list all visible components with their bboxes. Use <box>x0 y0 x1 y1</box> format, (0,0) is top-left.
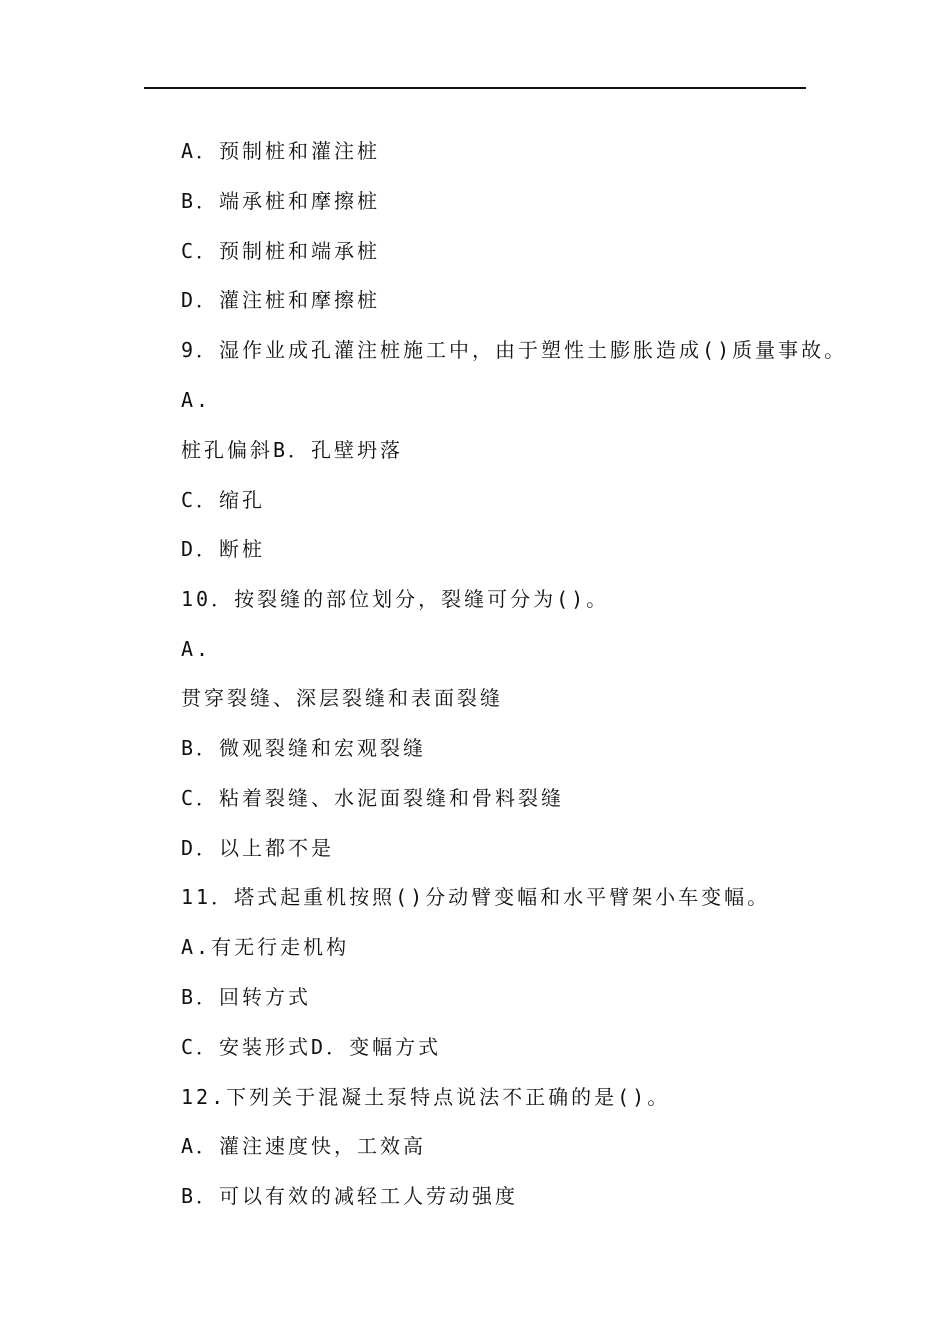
option-c-pile-type: C．预制桩和端承桩 <box>181 239 381 263</box>
question-10: 10．按裂缝的部位划分，裂缝可分为()。 <box>181 587 610 611</box>
q10-option-d: D．以上都不是 <box>181 836 335 860</box>
q12-option-a: A．灌注速度快，工效高 <box>181 1134 427 1158</box>
question-9: 9．湿作业成孔灌注桩施工中，由于塑性土膨胀造成()质量事故。 <box>181 338 848 362</box>
q11-option-b: B．回转方式 <box>181 985 312 1009</box>
q11-option-a: A.有无行走机构 <box>181 935 350 959</box>
q10-option-c: C．粘着裂缝、水泥面裂缝和骨料裂缝 <box>181 786 565 810</box>
option-b-pile-type: B．端承桩和摩擦桩 <box>181 189 381 213</box>
q9-option-c: C．缩孔 <box>181 488 266 512</box>
q9-option-a-label: A. <box>181 388 212 412</box>
q10-option-a-label: A. <box>181 637 212 661</box>
question-11: 11．塔式起重机按照()分动臂变幅和水平臂架小车变幅。 <box>181 885 771 909</box>
q11-option-c-d: C．安装形式D．变幅方式 <box>181 1035 442 1059</box>
q10-option-a-text: 贯穿裂缝、深层裂缝和表面裂缝 <box>181 686 503 710</box>
question-12: 12.下列关于混凝土泵特点说法不正确的是()。 <box>181 1085 671 1109</box>
header-rule <box>144 87 806 89</box>
q9-option-a-b: 桩孔偏斜B．孔壁坍落 <box>181 438 404 462</box>
q9-option-d: D．断桩 <box>181 537 266 561</box>
option-d-pile-type: D．灌注桩和摩擦桩 <box>181 288 381 312</box>
q12-option-b: B．可以有效的减轻工人劳动强度 <box>181 1184 519 1208</box>
q10-option-b: B．微观裂缝和宏观裂缝 <box>181 736 427 760</box>
option-a-pile-type: A．预制桩和灌注桩 <box>181 139 381 163</box>
